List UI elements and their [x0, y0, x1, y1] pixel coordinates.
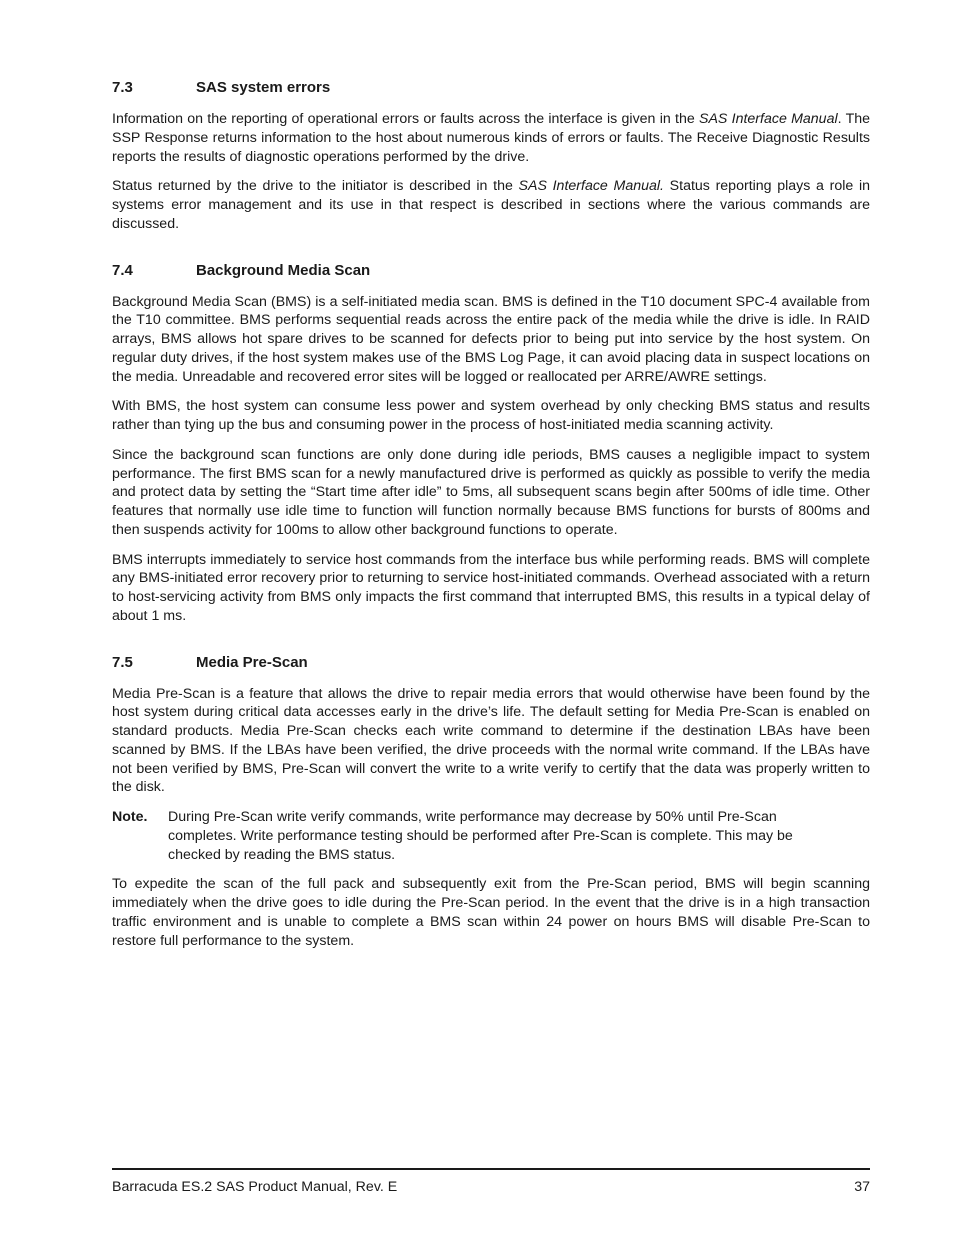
text-run: Status returned by the drive to the initiator is described in the	[112, 178, 519, 195]
paragraph: Since the background scan functions are only done during idle periods, BMS causes a negligible impact to system performance. The first BMS scan for a newly manufactured drive is performed as quickly as possible to verify the media and protect data by setting the “Start time after idle” to 5ms, all subsequent scans begin after 500ms of idle time. Other features that normally use idle time to function will function normally because BMS functions for bursts of 800ms and then suspends activity for 100ms to allow other background functions to operate.	[112, 446, 870, 538]
section-title: Background Media Scan	[196, 261, 371, 279]
section-7-4	[112, 261, 870, 626]
section-heading	[112, 653, 870, 673]
paragraph: Media Pre-Scan is a feature that allows the drive to repair media errors that would otherwise have been found by the host system during critical data accesses early in the drive’s life. The default setting for Media Pre-Scan is enabled on standard products. Media Pre-Scan checks each write command to determine if the destination LBAs have been scanned by BMS. If the LBAs have been verified, the drive proceeds with the normal write command. If the LBAs have not been verified by BMS, Pre-Scan will convert the write to a write verify to certify that the data was properly written to the disk.	[112, 685, 870, 796]
section-7-3	[112, 78, 870, 234]
paragraph	[112, 110, 870, 166]
page-content	[112, 78, 870, 961]
note-label: Note.	[112, 809, 148, 825]
section-title: Media Pre-Scan	[196, 653, 308, 671]
paragraph	[112, 177, 870, 233]
footer-title: Barracuda ES.2 SAS Product Manual, Rev. E	[112, 1179, 398, 1195]
section-number: 7.4	[112, 261, 133, 279]
text-run: . The SSP Response returns information to the host about numerous kinds of errors or faults. The Receive Diagnostic Results reports the results of diagnostic operations performed by the drive.	[112, 111, 871, 165]
section-heading	[112, 261, 870, 281]
section-heading	[112, 78, 870, 98]
note	[112, 808, 870, 864]
section-number: 7.3	[112, 79, 133, 96]
text-run: Status reporting plays a role in systems error management and its use in that respect is described in sections where the various commands are discussed.	[112, 178, 871, 232]
section-title: SAS system errors	[196, 79, 331, 96]
emphasized-text: SAS Interface Manual	[698, 111, 838, 127]
text-run: Information on the reporting of operational errors or faults across the interface is given in the	[112, 111, 699, 127]
emphasized-text: SAS Interface Manual.	[518, 178, 664, 195]
page-number: 37	[854, 1179, 870, 1195]
paragraph: Background Media Scan (BMS) is a self-initiated media scan. BMS is defined in the T10 document SPC-4 available from the T10 committee. BMS performs sequential reads across the entire pack of the media while the drive is idle. In RAID arrays, BMS allows hot spare drives to be scanned for defects prior to being put into service by the host system. On regular duty drives, if the host system makes use of the BMS Log Page, it can avoid placing data in suspect locations on the media. Unreadable and recovered error sites will be logged or reallocated per ARRE/AWRE settings.	[112, 293, 870, 385]
note-text: During Pre-Scan write verify commands, write performance may decrease by 50% until Pre-Scan completes. Write performance testing should be performed after Pre-Scan is complete. This may be checked by reading the BMS status.	[168, 809, 793, 863]
section-number: 7.5	[112, 653, 133, 671]
paragraph: To expedite the scan of the full pack and subsequently exit from the Pre-Scan period, BMS will begin scanning immediately when the drive goes to idle during the Pre-Scan period. In the event that the drive is in a high transaction traffic environment and is unable to complete a BMS scan within 24 power on hours BMS will disable Pre-Scan to restore full performance to the system.	[112, 876, 870, 949]
paragraph: With BMS, the host system can consume less power and system overhead by only checking BMS status and results rather than tying up the bus and consuming power in the process of host-initiated media scanning activity.	[112, 398, 870, 433]
paragraph: BMS interrupts immediately to service host commands from the interface bus while performing reads. BMS will complete any BMS-initiated error recovery prior to returning to service host-initiated commands. Overhead associated with a return to host-servicing activity from BMS only impacts the first command that interrupted BMS, this results in a typical delay of about 1 ms.	[112, 551, 870, 624]
section-7-5	[112, 653, 870, 951]
page-footer	[112, 1168, 870, 1196]
